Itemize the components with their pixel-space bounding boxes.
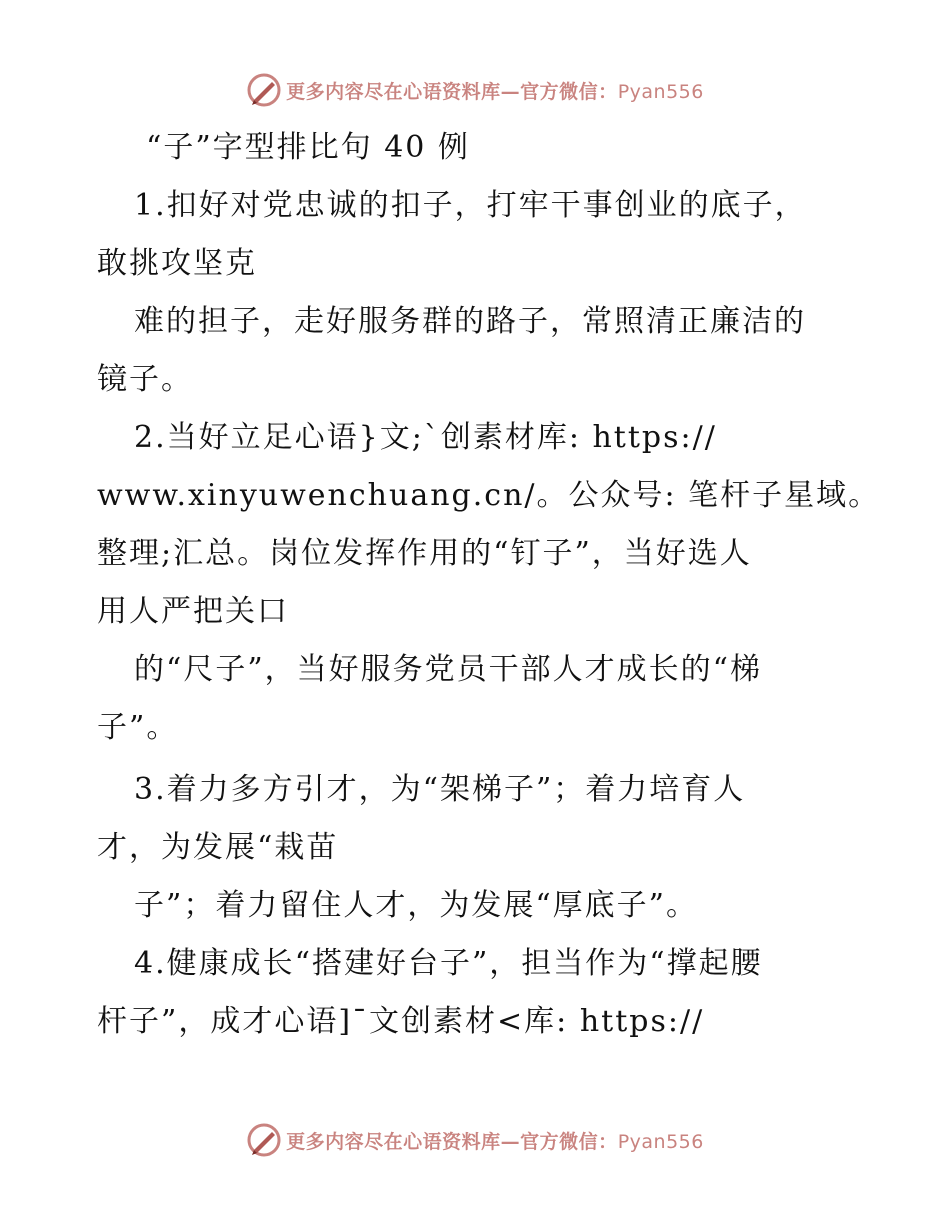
watermark-id: Pyan556 [617,1130,704,1153]
body-line: 难的担子，走好服务群的路子，常照清正廉洁的 [134,304,806,339]
body-line: 的“尺子”，当好服务党员干部人才成长的“梯 [134,652,763,687]
watermark-contact: 官方微信： [520,80,618,103]
watermark-id: Pyan556 [617,80,704,103]
body-line: 子”；着力留住人才，为发展“厚底子”。 [134,888,699,923]
body-line: 整理;汇总。岗位发挥作用的“钉子”，当好选人 [97,536,752,571]
document-title: “子”字型排比句 40 例 [146,130,470,165]
watermark-separator: — [500,1130,521,1153]
body-line: 才，为发展“栽苗 [97,830,339,865]
body-line: 3.着力多方引才，为“架梯子”；着力培育人 [134,772,746,807]
watermark-text: 更多内容尽在心语资料库 [286,80,501,103]
body-line: 2.当好立足心语}文;`创素材库: https:// [134,420,717,455]
header-watermark [0,70,950,110]
body-line: 用人严把关口 [97,594,289,629]
watermark-contact: 官方微信： [520,1130,618,1153]
body-line: 子”。 [97,710,179,745]
watermark-separator: — [500,80,521,103]
body-line: www.xinyuwenchuang.cn/。公众号: 笔杆子星域。 [97,478,881,513]
pen-logo-icon [246,1122,282,1158]
body-line: 镜子。 [97,362,193,397]
body-line: 1.扣好对党忠诚的扣子，打牢干事创业的底子， [134,188,807,223]
body-line: 4.健康成长“搭建好台子”，担当作为“撑起腰 [134,946,763,981]
footer-watermark [0,1120,950,1160]
body-line: 敢挑攻坚克 [97,246,257,281]
body-line: 杆子”，成才心语]¯文创素材<库: https:// [97,1004,705,1039]
pen-logo-icon [246,72,282,108]
watermark-text: 更多内容尽在心语资料库 [286,1130,501,1153]
